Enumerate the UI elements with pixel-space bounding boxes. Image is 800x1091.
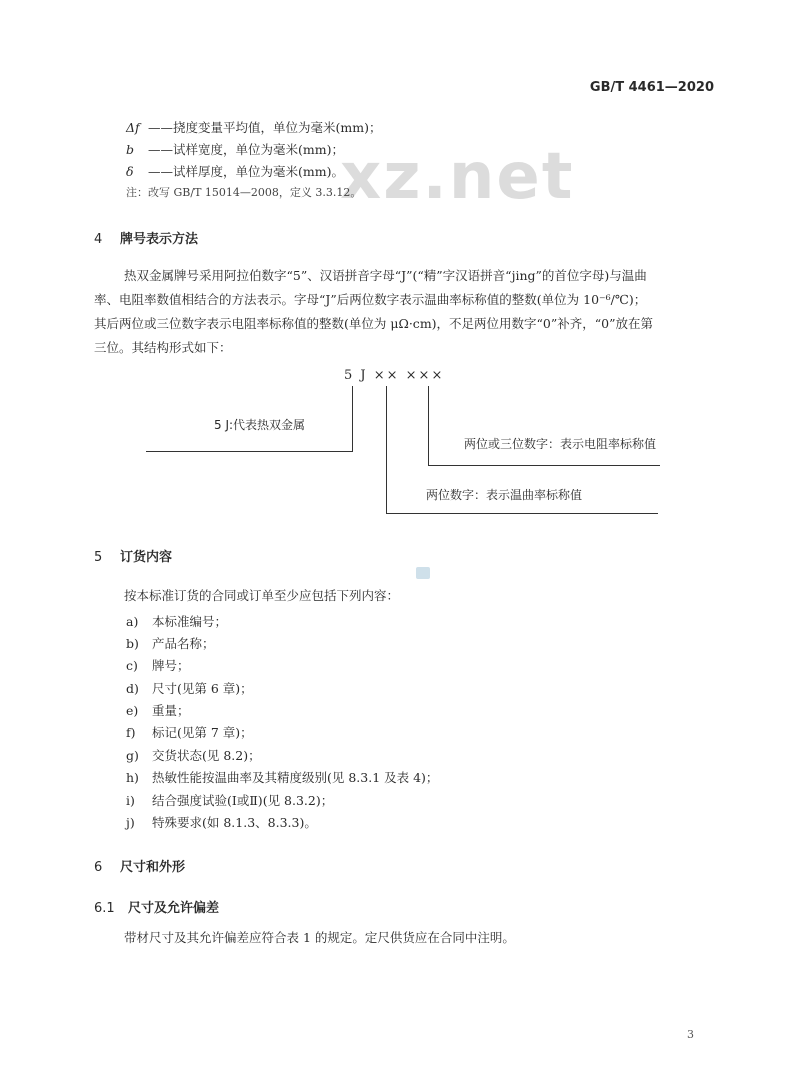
list-text: 热敏性能按温曲率及其精度级别(见 8.3.1 及表 4)；	[152, 770, 439, 785]
list-label: d)	[126, 681, 139, 696]
label-5j: 5 J:代表热双金属	[214, 418, 306, 432]
list-item	[126, 634, 215, 652]
list-item	[126, 701, 190, 719]
list-label: f)	[126, 725, 136, 740]
list-item	[126, 768, 438, 786]
connector-line	[386, 386, 387, 514]
section-title: 订货内容	[120, 550, 173, 565]
symbol: δ	[126, 164, 134, 179]
symbol-text: ——试样宽度，单位为毫米(mm)；	[148, 142, 344, 157]
list-text: 特殊要求(如 8.1.3、8.3.3)。	[152, 815, 317, 830]
connector-line	[428, 386, 429, 466]
list-label: a)	[126, 614, 139, 629]
symbol: b	[126, 142, 135, 157]
symbol: Δf	[126, 120, 140, 135]
section-heading-6	[94, 856, 185, 875]
subsection-heading-6-1	[94, 897, 219, 916]
section-heading-5	[94, 546, 172, 565]
section-heading-4	[94, 228, 198, 247]
section-title: 牌号表示方法	[120, 232, 199, 247]
grade-code: 5 J ×× ×××	[344, 368, 445, 383]
symbol-text: ——试样厚度，单位为毫米(mm)。	[148, 164, 344, 179]
list-item	[126, 612, 227, 630]
list-label: b)	[126, 636, 139, 651]
list-label: g)	[126, 748, 139, 763]
small-logo-icon	[416, 567, 430, 579]
list-label: h)	[126, 770, 139, 785]
symbol-definition	[126, 118, 381, 136]
list-label: i)	[126, 793, 135, 808]
list-text: 重量；	[152, 703, 190, 718]
watermark: xz.net	[340, 140, 575, 214]
section-number: 5	[94, 550, 103, 565]
list-label: c)	[126, 658, 138, 673]
list-text: 本标准编号；	[152, 614, 228, 629]
list-item	[126, 723, 253, 741]
list-text: 结合强度试验(Ⅰ或Ⅱ)(见 8.3.2)；	[152, 793, 334, 808]
symbol-definition	[126, 140, 344, 158]
list-item	[126, 679, 253, 697]
list-text: 交货状态(见 8.2)；	[152, 748, 261, 763]
symbol-definition	[126, 162, 344, 180]
list-label: j)	[126, 815, 135, 830]
connector-line	[146, 451, 353, 452]
list-text: 产品名称；	[152, 636, 215, 651]
section-number: 6	[94, 860, 103, 875]
list-item	[126, 656, 190, 674]
standard-number: GB/T 4461—2020	[589, 80, 714, 95]
label-resistivity: 两位或三位数字：表示电阻率标称值	[464, 437, 657, 451]
list-label: e)	[126, 703, 139, 718]
page-number: 3	[687, 1028, 694, 1041]
section-title: 尺寸和外形	[120, 860, 186, 875]
note: 注：改写 GB/T 15014—2008，定义 3.3.12。	[126, 186, 362, 199]
connector-line	[386, 513, 658, 514]
intro-text: 按本标准订货的合同或订单至少应包括下列内容：	[124, 588, 400, 603]
paragraph-line: 三位。其结构形式如下：	[94, 340, 232, 355]
list-item	[126, 746, 261, 764]
section-number: 4	[94, 232, 103, 247]
symbol-text: ——挠度变量平均值，单位为毫米(mm)；	[148, 120, 382, 135]
list-text: 牌号；	[152, 658, 190, 673]
label-curvature: 两位数字：表示温曲率标称值	[426, 488, 583, 502]
paragraph-line: 其后两位或三位数字表示电阻率标称值的整数(单位为 μΩ·cm)，不足两位用数字“0”补齐，“0”放在第	[94, 316, 654, 331]
connector-line	[428, 465, 660, 466]
list-text: 尺寸(见第 6 章)；	[152, 681, 253, 696]
paragraph-line: 率、电阻率数值相结合的方法表示。字母“J”后两位数字表示温曲率标称值的整数(单位为 10⁻⁶/℃)；	[94, 292, 647, 307]
subsection-number: 6.1	[94, 901, 115, 916]
connector-line	[352, 386, 353, 452]
paragraph-line: 带材尺寸及其允许偏差应符合表 1 的规定。定尺供货应在合同中注明。	[124, 930, 515, 945]
list-item	[126, 813, 317, 831]
list-item	[126, 791, 333, 809]
subsection-title: 尺寸及允许偏差	[128, 901, 220, 916]
list-text: 标记(见第 7 章)；	[152, 725, 253, 740]
paragraph-line: 热双金属牌号采用阿拉伯数字“5”、汉语拼音字母“J”(“精”字汉语拼音“jing”的首位字母)与温曲	[124, 268, 647, 283]
